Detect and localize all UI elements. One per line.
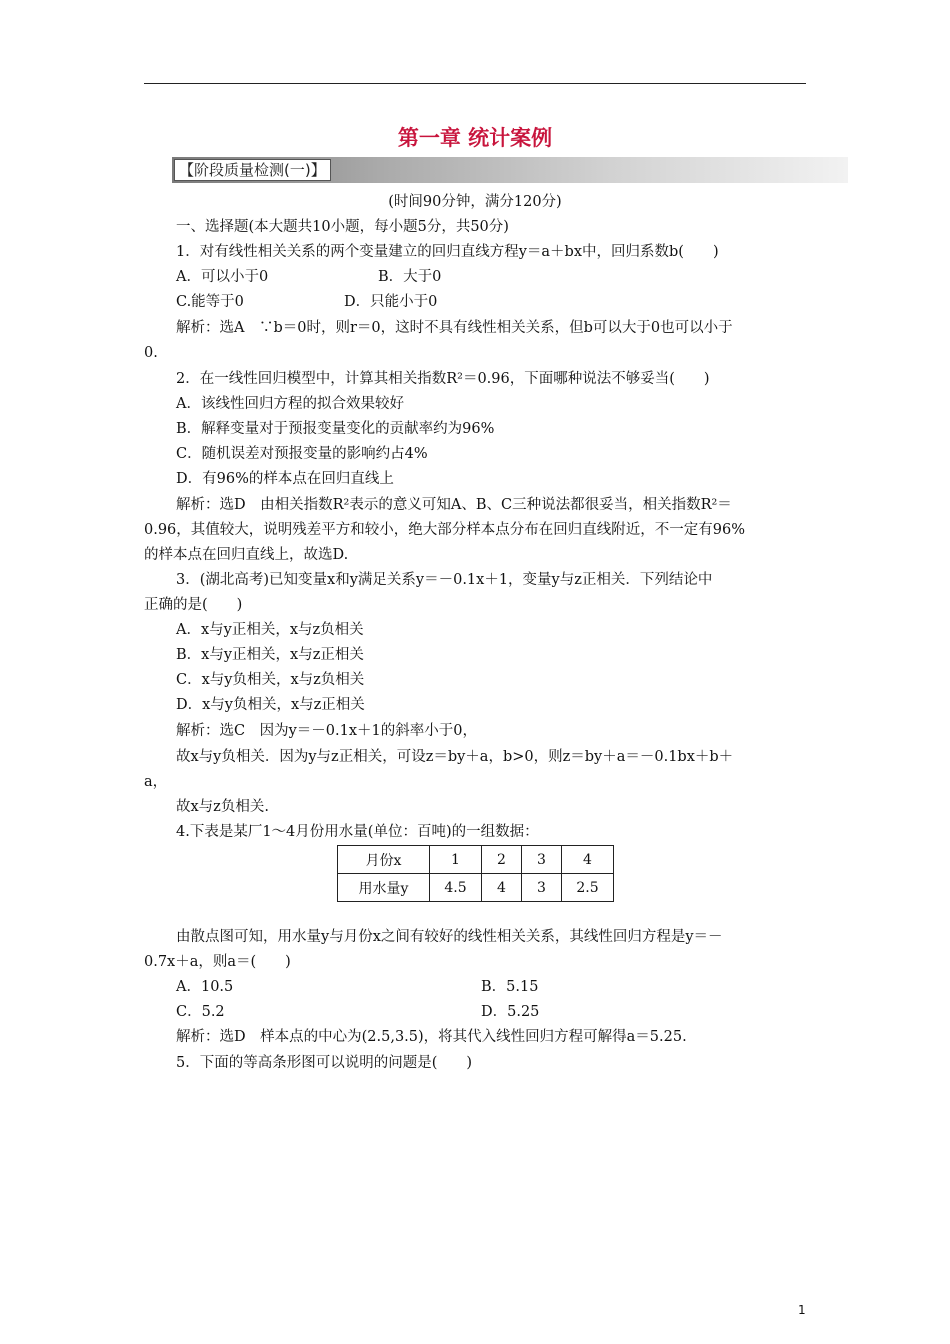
q1-analysis-line2: 0. <box>144 345 158 361</box>
q4-stem: 4.下表是某厂1～4月份用水量(单位：百吨)的一组数据： <box>176 824 539 840</box>
table-row <box>338 874 614 902</box>
q3-analysis-line2: 故x与y负相关．因为y与z正相关，可设z＝by＋a，b>0，则z＝by＋a＝－0.1bx＋b＋ <box>176 749 734 765</box>
q1-option-b: B．大于0 <box>378 269 442 285</box>
table-cell: 3 <box>522 874 562 902</box>
q4-option-a: A．10.5 <box>176 979 234 995</box>
table-cell: 1 <box>430 846 482 874</box>
q3-option-c: C．x与y负相关，x与z负相关 <box>176 672 365 688</box>
page-number: 1 <box>798 1303 806 1317</box>
q1-option-d: D．只能小于0 <box>344 294 438 310</box>
chapter-title: 第一章 统计案例 <box>397 126 553 150</box>
q4-option-b: B．5.15 <box>481 979 539 995</box>
header-rule <box>144 83 806 84</box>
q2-analysis-line1: 解析：选D 由相关指数R²表示的意义可知A、B、C三种说法都很妥当，相关指数R²＝ <box>176 497 732 513</box>
q2-stem: 2．在一线性回归模型中，计算其相关指数R²＝0.96，下面哪种说法不够妥当( ) <box>176 371 710 387</box>
q3-analysis-line1: 解析：选C 因为y＝－0.1x＋1的斜率小于0， <box>176 723 477 739</box>
section-banner <box>172 157 848 183</box>
q1-option-a: A．可以小于0 <box>176 269 269 285</box>
q3-stem-line2: 正确的是( ) <box>144 597 243 613</box>
q2-option-a: A．该线性回归方程的拟合效果较好 <box>176 396 404 412</box>
table-cell: 2.5 <box>562 874 614 902</box>
q1-stem: 1．对有线性相关关系的两个变量建立的回归直线方程y＝a＋bx中，回归系数b( ) <box>176 244 719 260</box>
q3-analysis-line3: a， <box>144 774 168 790</box>
table-cell: 4 <box>482 874 522 902</box>
table-cell: 3 <box>522 846 562 874</box>
banner-label: 【阶段质量检测(一)】 <box>174 159 331 181</box>
water-usage-table <box>337 845 614 902</box>
time-info: (时间90分钟，满分120分) <box>388 194 562 210</box>
q2-option-b: B．解释变量对于预报变量变化的贡献率约为96% <box>176 421 495 437</box>
section-heading: 一、选择题(本大题共10小题，每小题5分，共50分) <box>176 219 509 235</box>
q2-analysis-line3: 的样本点在回归直线上，故选D. <box>144 547 349 563</box>
q4-text-line2: 0.7x＋a，则a＝( ) <box>144 954 291 970</box>
q3-option-a: A．x与y正相关，x与z负相关 <box>176 622 364 638</box>
q2-option-d: D．有96%的样本点在回归直线上 <box>176 471 394 487</box>
table-cell: 2 <box>482 846 522 874</box>
q3-option-b: B．x与y正相关，x与z正相关 <box>176 647 364 663</box>
q4-text-line1: 由散点图可知，用水量y与月份x之间有较好的线性相关关系，其线性回归方程是y＝－ <box>176 929 723 945</box>
table-row <box>338 846 614 874</box>
table-cell: 月份x <box>338 846 430 874</box>
q3-option-d: D．x与y负相关，x与z正相关 <box>176 697 365 713</box>
table-cell: 4.5 <box>430 874 482 902</box>
q4-option-d: D．5.25 <box>481 1004 540 1020</box>
table-cell: 4 <box>562 846 614 874</box>
q3-stem-line1: 3．(湖北高考)已知变量x和y满足关系y＝－0.1x＋1，变量y与z正相关．下列结论中 <box>176 572 713 588</box>
q3-analysis-line4: 故x与z负相关. <box>176 799 269 815</box>
q2-option-c: C．随机误差对预报变量的影响约占4% <box>176 446 428 462</box>
q5-stem: 5．下面的等高条形图可以说明的问题是( ) <box>176 1055 473 1071</box>
q4-option-c: C．5.2 <box>176 1004 225 1020</box>
table-cell: 用水量y <box>338 874 430 902</box>
q1-option-c: C.能等于0 <box>176 294 244 310</box>
q4-analysis: 解析：选D 样本点的中心为(2.5,3.5)，将其代入线性回归方程可解得a＝5.25. <box>176 1029 687 1045</box>
q1-analysis-line1: 解析：选A ∵b＝0时，则r＝0，这时不具有线性相关关系，但b可以大于0也可以小于 <box>176 320 733 336</box>
q2-analysis-line2: 0.96，其值较大，说明残差平方和较小，绝大部分样本点分布在回归直线附近，不一定有96% <box>144 522 746 538</box>
